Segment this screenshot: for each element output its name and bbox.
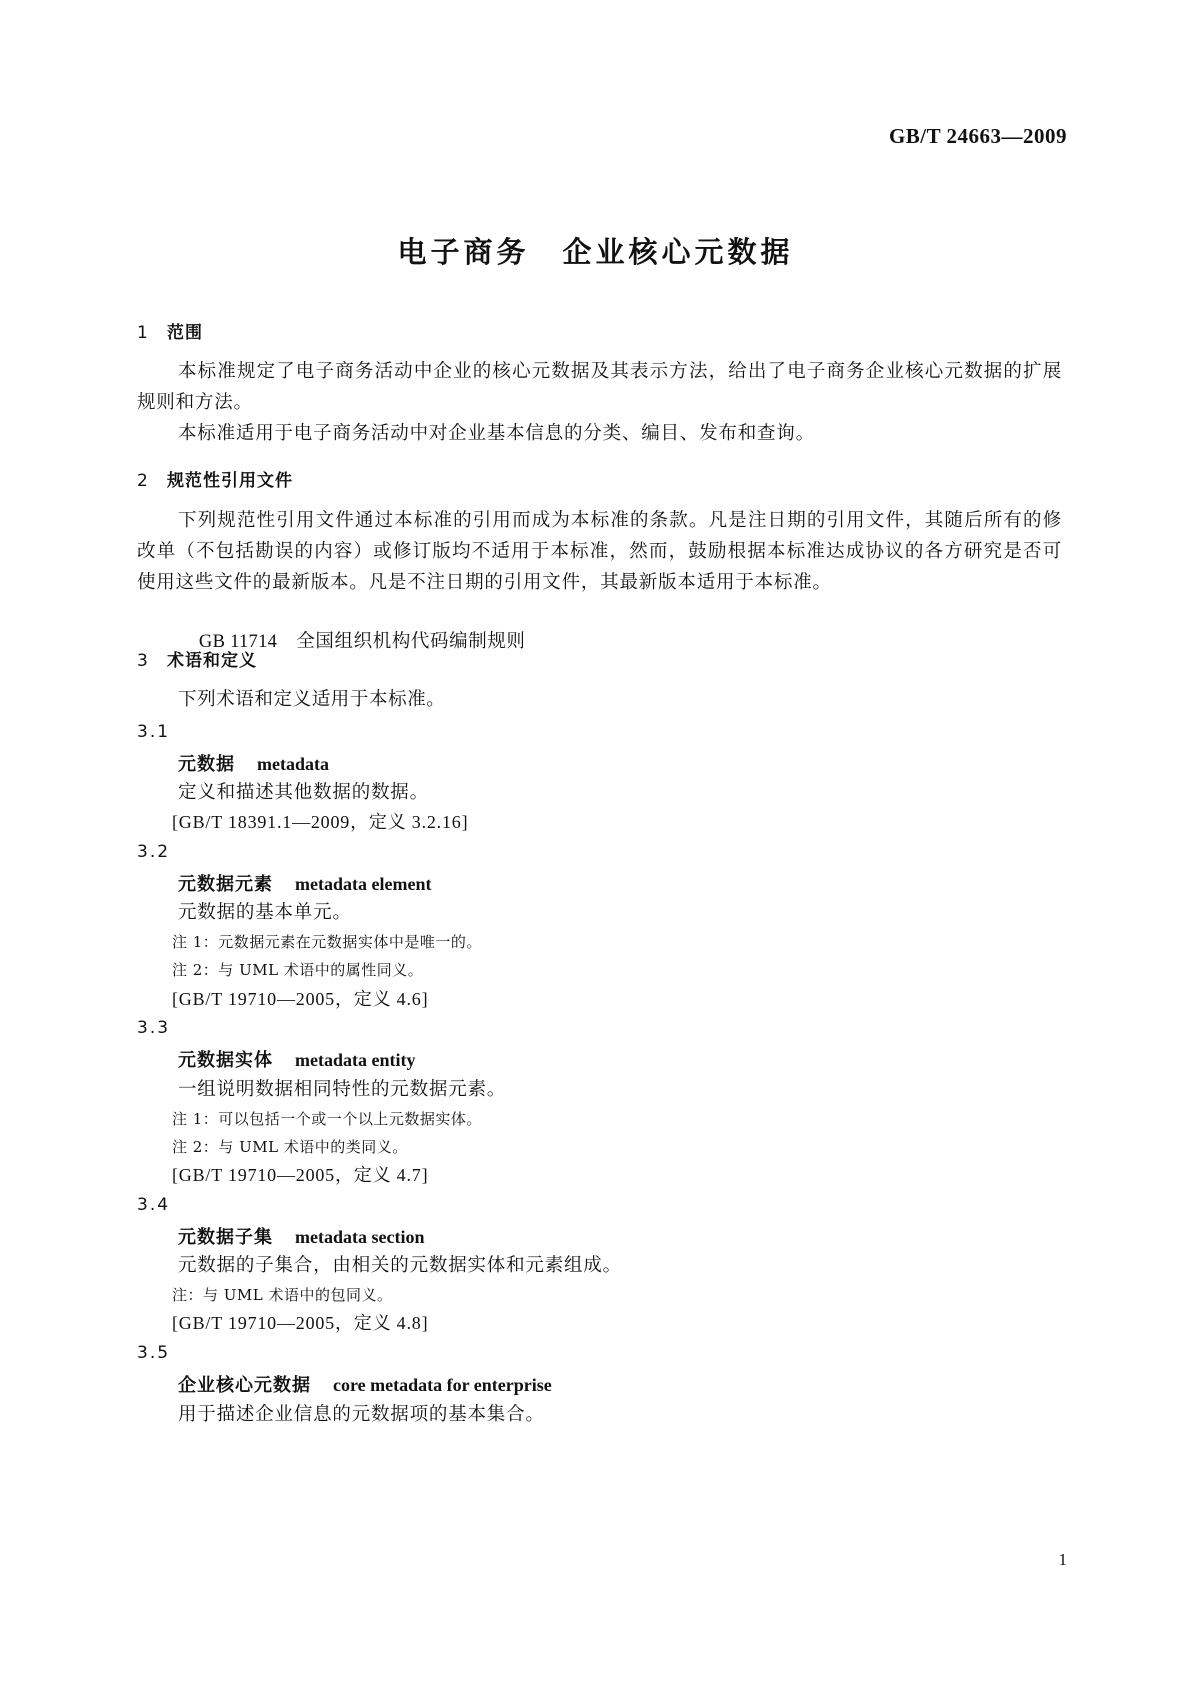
term-note: 注：与 UML 术语中的包同义。 <box>172 1286 393 1304</box>
reference-code: GB 11714 <box>198 632 278 652</box>
section-title: 规范性引用文件 <box>167 471 293 491</box>
term-zh: 元数据实体 <box>178 1050 273 1071</box>
term-note: 注 2：与 UML 术语中的属性同义。 <box>172 961 424 979</box>
term-source: [GB/T 18391.1—2009，定义 3.2.16] <box>172 812 469 832</box>
term-source: [GB/T 19710—2005，定义 4.6] <box>172 989 429 1009</box>
section-title: 范围 <box>167 323 203 343</box>
section-3-intro: 下列术语和定义适用于本标准。 <box>178 689 446 710</box>
term-note: 注 2：与 UML 术语中的类同义。 <box>172 1138 408 1156</box>
page-number: 1 <box>1058 1550 1067 1569</box>
section-3-heading <box>137 646 257 671</box>
term-definition: 用于描述企业信息的元数据项的基本集合。 <box>178 1404 545 1425</box>
term-number: 3.2 <box>137 842 171 862</box>
section-1-heading <box>137 318 203 343</box>
term-definition: 一组说明数据相同特性的元数据元素。 <box>178 1079 507 1100</box>
term-source: [GB/T 19710—2005，定义 4.8] <box>172 1313 429 1333</box>
term-zh: 元数据 <box>178 754 235 775</box>
document-title: 电子商务 企业核心元数据 <box>397 235 794 269</box>
term-definition: 元数据的子集合，由相关的元数据实体和元素组成。 <box>178 1255 622 1276</box>
term-note: 注 1：可以包括一个或一个以上元数据实体。 <box>172 1110 482 1128</box>
term-source: [GB/T 19710—2005，定义 4.7] <box>172 1165 429 1185</box>
term-en: core metadata for enterprise <box>333 1375 552 1395</box>
term-heading <box>178 1223 424 1249</box>
term-heading <box>178 1371 552 1397</box>
term-en: metadata entity <box>295 1050 416 1070</box>
term-heading <box>178 750 329 776</box>
term-definition: 定义和描述其他数据的数据。 <box>178 782 429 803</box>
term-en: metadata element <box>295 874 432 894</box>
term-number: 3.5 <box>137 1343 171 1363</box>
term-zh: 元数据元素 <box>178 874 273 895</box>
term-heading <box>178 870 431 896</box>
section-number: 2 <box>137 471 149 491</box>
section-1-paragraph-1: 本标准规定了电子商务活动中企业的核心元数据及其表示方法，给出了电子商务企业核心元数据的扩展规则和方法。 <box>137 361 1062 413</box>
term-en: metadata <box>257 754 329 774</box>
term-number: 3.1 <box>137 722 171 742</box>
section-title: 术语和定义 <box>167 651 257 671</box>
term-number: 3.4 <box>137 1195 171 1215</box>
standard-code: GB/T 24663—2009 <box>888 124 1067 148</box>
term-definition: 元数据的基本单元。 <box>178 902 352 923</box>
section-number: 3 <box>137 651 149 671</box>
term-en: metadata section <box>295 1227 425 1247</box>
section-number: 1 <box>137 323 149 343</box>
term-zh: 企业核心元数据 <box>178 1375 311 1396</box>
section-1-paragraph-2: 本标准适用于电子商务活动中对企业基本信息的分类、编目、发布和查询。 <box>178 423 815 444</box>
term-zh: 元数据子集 <box>178 1227 273 1248</box>
reference-title: 全国组织机构代码编制规则 <box>296 632 526 652</box>
term-number: 3.3 <box>137 1018 171 1038</box>
term-note: 注 1：元数据元素在元数据实体中是唯一的。 <box>172 933 482 951</box>
term-heading <box>178 1046 415 1072</box>
section-2-heading <box>137 466 293 491</box>
section-2-paragraph: 下列规范性引用文件通过本标准的引用而成为本标准的条款。凡是注日期的引用文件，其随后所有的修改单（不包括勘误的内容）或修订版均不适用于本标准，然而，鼓励根据本标准达成协议的各方研究是否可使用这些文件的最新版本。凡是不注日期的引用文件，其最新版本适用于本标准。 <box>137 510 1062 593</box>
normative-reference <box>178 596 526 689</box>
